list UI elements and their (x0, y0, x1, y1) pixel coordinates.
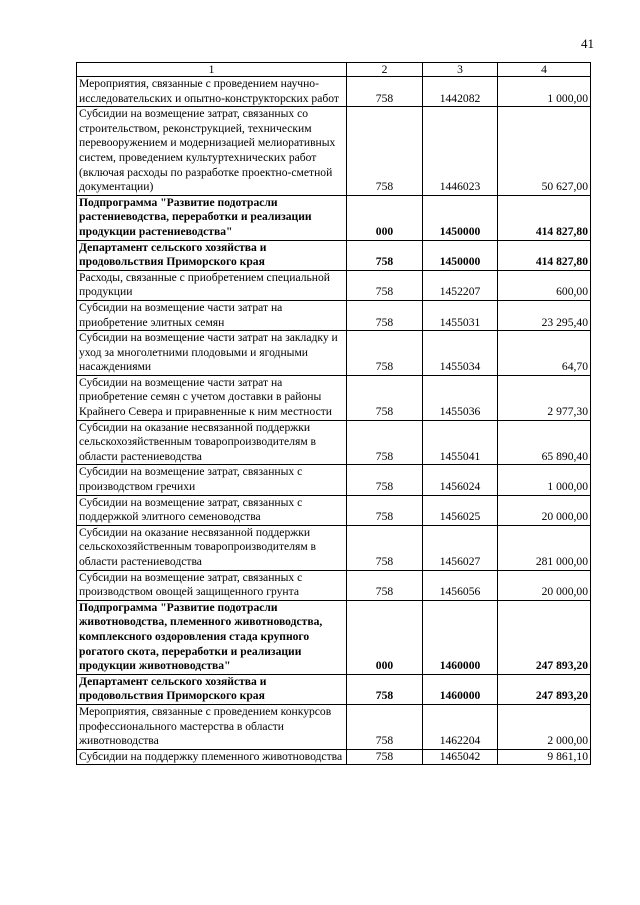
row-code-cell: 1450000 (423, 195, 498, 240)
row-name-cell: Подпрограмма "Развитие подотрасли животноводства, племенного животноводства, комплексного оздоровления стада крупного рогатого скота, переработки и реализации продукции животноводства" (77, 600, 347, 674)
row-code-cell: 1456024 (423, 465, 498, 495)
row-name-cell: Субсидии на возмещение части затрат на приобретение элитных семян (77, 300, 347, 330)
row-name-cell: Субсидии на поддержку племенного животноводства (77, 749, 347, 765)
row-dept-cell: 758 (347, 704, 423, 749)
row-dept-cell: 758 (347, 495, 423, 525)
table-row (77, 300, 591, 330)
row-dept-cell: 000 (347, 195, 423, 240)
row-amount-cell: 1 000,00 (498, 465, 591, 495)
row-code-cell: 1442082 (423, 77, 498, 107)
row-name-cell: Субсидии на возмещение затрат, связанных с поддержкой элитного семеноводства (77, 495, 347, 525)
row-code-cell: 1446023 (423, 107, 498, 196)
row-name-cell: Субсидии на возмещение затрат, связанных с производством гречихи (77, 465, 347, 495)
row-dept-cell: 000 (347, 600, 423, 674)
row-amount-cell: 414 827,80 (498, 195, 591, 240)
row-dept-cell: 758 (347, 749, 423, 765)
table-row (77, 749, 591, 765)
row-amount-cell: 247 893,20 (498, 600, 591, 674)
column-header-amount: 4 (498, 63, 591, 77)
row-dept-cell: 758 (347, 107, 423, 196)
row-code-cell: 1460000 (423, 600, 498, 674)
row-code-cell: 1455034 (423, 331, 498, 376)
row-dept-cell: 758 (347, 270, 423, 300)
row-code-cell: 1456056 (423, 570, 498, 600)
row-code-cell: 1456025 (423, 495, 498, 525)
table-row (77, 195, 591, 240)
row-name-cell: Расходы, связанные с приобретением специальной продукции (77, 270, 347, 300)
row-amount-cell: 600,00 (498, 270, 591, 300)
table-row (77, 465, 591, 495)
row-name-cell: Субсидии на возмещение затрат, связанных со строительством, реконструкцией, техническим перевооружением и модернизацией мелиоративных систем, проведением культуртехнических работ (включая расходы по разработке проектно-сметной документации) (77, 107, 347, 196)
row-name-cell: Субсидии на возмещение затрат, связанных с производством овощей защищенного грунта (77, 570, 347, 600)
table-row (77, 331, 591, 376)
row-amount-cell: 1 000,00 (498, 77, 591, 107)
table-row (77, 420, 591, 465)
row-amount-cell: 23 295,40 (498, 300, 591, 330)
row-amount-cell: 281 000,00 (498, 525, 591, 570)
row-code-cell: 1455041 (423, 420, 498, 465)
row-amount-cell: 2 000,00 (498, 704, 591, 749)
row-dept-cell: 758 (347, 525, 423, 570)
row-code-cell: 1452207 (423, 270, 498, 300)
row-amount-cell: 20 000,00 (498, 570, 591, 600)
table-row (77, 704, 591, 749)
row-amount-cell: 9 861,10 (498, 749, 591, 765)
row-dept-cell: 758 (347, 420, 423, 465)
row-name-cell: Субсидии на оказание несвязанной поддержки сельскохозяйственным товаропроизводителям в области растениеводства (77, 525, 347, 570)
row-code-cell: 1460000 (423, 674, 498, 704)
table-row (77, 375, 591, 420)
row-code-cell: 1455036 (423, 375, 498, 420)
row-dept-cell: 758 (347, 465, 423, 495)
row-code-cell: 1462204 (423, 704, 498, 749)
row-amount-cell: 64,70 (498, 331, 591, 376)
row-dept-cell: 758 (347, 240, 423, 270)
column-header-name: 1 (77, 63, 347, 77)
page-number: 41 (581, 36, 594, 51)
row-dept-cell: 758 (347, 674, 423, 704)
row-amount-cell: 414 827,80 (498, 240, 591, 270)
row-code-cell: 1455031 (423, 300, 498, 330)
row-dept-cell: 758 (347, 77, 423, 107)
table-row (77, 107, 591, 196)
row-dept-cell: 758 (347, 570, 423, 600)
row-name-cell: Департамент сельского хозяйства и продовольствия Приморского края (77, 240, 347, 270)
table-row (77, 270, 591, 300)
table-row (77, 600, 591, 674)
row-code-cell: 1465042 (423, 749, 498, 765)
table-row (77, 495, 591, 525)
table-row (77, 77, 591, 107)
table-row (77, 674, 591, 704)
row-name-cell: Департамент сельского хозяйства и продовольствия Приморского края (77, 674, 347, 704)
table-row (77, 570, 591, 600)
row-dept-cell: 758 (347, 375, 423, 420)
row-name-cell: Субсидии на оказание несвязанной поддержки сельскохозяйственным товаропроизводителям в области растениеводства (77, 420, 347, 465)
row-amount-cell: 65 890,40 (498, 420, 591, 465)
row-dept-cell: 758 (347, 300, 423, 330)
header-row (77, 63, 591, 77)
table-row (77, 525, 591, 570)
column-header-code: 3 (423, 63, 498, 77)
row-amount-cell: 2 977,30 (498, 375, 591, 420)
row-code-cell: 1450000 (423, 240, 498, 270)
row-name-cell: Субсидии на возмещение части затрат на закладку и уход за многолетними плодовыми и ягодными насаждениями (77, 331, 347, 376)
row-amount-cell: 20 000,00 (498, 495, 591, 525)
row-name-cell: Подпрограмма "Развитие подотрасли растениеводства, переработки и реализации продукции растениеводства" (77, 195, 347, 240)
table-row (77, 240, 591, 270)
row-amount-cell: 50 627,00 (498, 107, 591, 196)
row-amount-cell: 247 893,20 (498, 674, 591, 704)
row-name-cell: Мероприятия, связанные с проведением конкурсов профессионального мастерства в области животноводства (77, 704, 347, 749)
budget-table (76, 62, 591, 765)
row-dept-cell: 758 (347, 331, 423, 376)
row-name-cell: Субсидии на возмещение части затрат на приобретение семян с учетом доставки в районы Крайнего Севера и приравненные к ним местности (77, 375, 347, 420)
column-header-dept: 2 (347, 63, 423, 77)
row-name-cell: Мероприятия, связанные с проведением научно-исследовательских и опытно-конструкторских работ (77, 77, 347, 107)
row-code-cell: 1456027 (423, 525, 498, 570)
